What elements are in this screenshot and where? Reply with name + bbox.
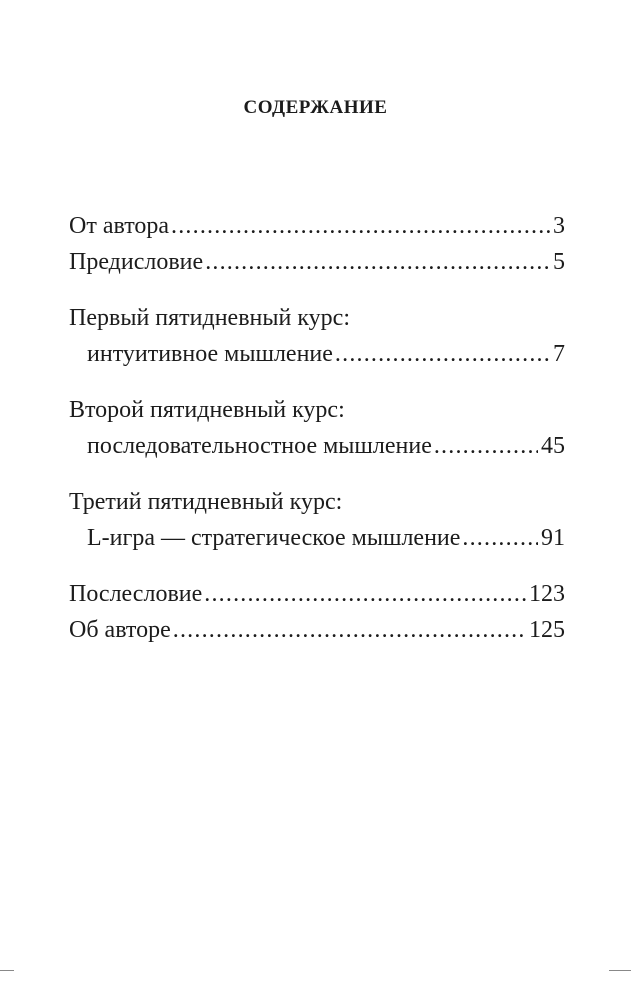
dot-leader bbox=[173, 612, 526, 648]
dot-leader bbox=[462, 520, 538, 556]
toc-page-number: 5 bbox=[553, 249, 565, 275]
toc-entry-title: От автора bbox=[69, 213, 170, 239]
toc-page-number: 125 bbox=[529, 617, 565, 643]
toc-page-number: 91 bbox=[541, 525, 565, 551]
dot-leader bbox=[335, 336, 550, 372]
toc-entry-about-author[interactable] bbox=[69, 612, 565, 648]
toc-page-number: 7 bbox=[553, 341, 565, 367]
toc-entry-title: Послесловие bbox=[69, 581, 203, 607]
toc-entry-title: Третий пятидневный курс: bbox=[69, 489, 343, 515]
page-title: СОДЕРЖАНИЕ bbox=[243, 97, 388, 118]
toc-entry-title: Об авторе bbox=[69, 617, 171, 643]
dot-leader bbox=[171, 208, 550, 244]
toc-entry-subtitle: интуитивное мышление bbox=[87, 341, 333, 367]
toc-entry-first-course[interactable] bbox=[69, 300, 565, 372]
crop-mark-left bbox=[0, 970, 14, 971]
toc-page-number: 45 bbox=[541, 433, 565, 459]
toc-entry-from-author[interactable] bbox=[69, 208, 565, 244]
toc-entry-preface[interactable] bbox=[69, 244, 565, 280]
dot-leader bbox=[204, 576, 526, 612]
toc-entry-title: Предисловие bbox=[69, 249, 204, 275]
toc-entry-third-course[interactable] bbox=[69, 484, 565, 556]
dot-leader bbox=[434, 428, 538, 464]
toc-entry-second-course[interactable] bbox=[69, 392, 565, 464]
toc-entry-title: Второй пятидневный курс: bbox=[69, 397, 345, 423]
toc-entry-afterword[interactable] bbox=[69, 576, 565, 612]
crop-mark-right bbox=[609, 970, 631, 971]
toc-page-number: 123 bbox=[529, 581, 565, 607]
table-of-contents bbox=[69, 208, 565, 648]
toc-entry-subtitle: L-игра — стратегическое мышление bbox=[87, 525, 461, 551]
toc-page-number: 3 bbox=[553, 213, 565, 239]
toc-entry-subtitle: последовательностное мышление bbox=[87, 433, 432, 459]
toc-entry-title: Первый пятидневный курс: bbox=[69, 305, 350, 331]
dot-leader bbox=[205, 244, 550, 280]
